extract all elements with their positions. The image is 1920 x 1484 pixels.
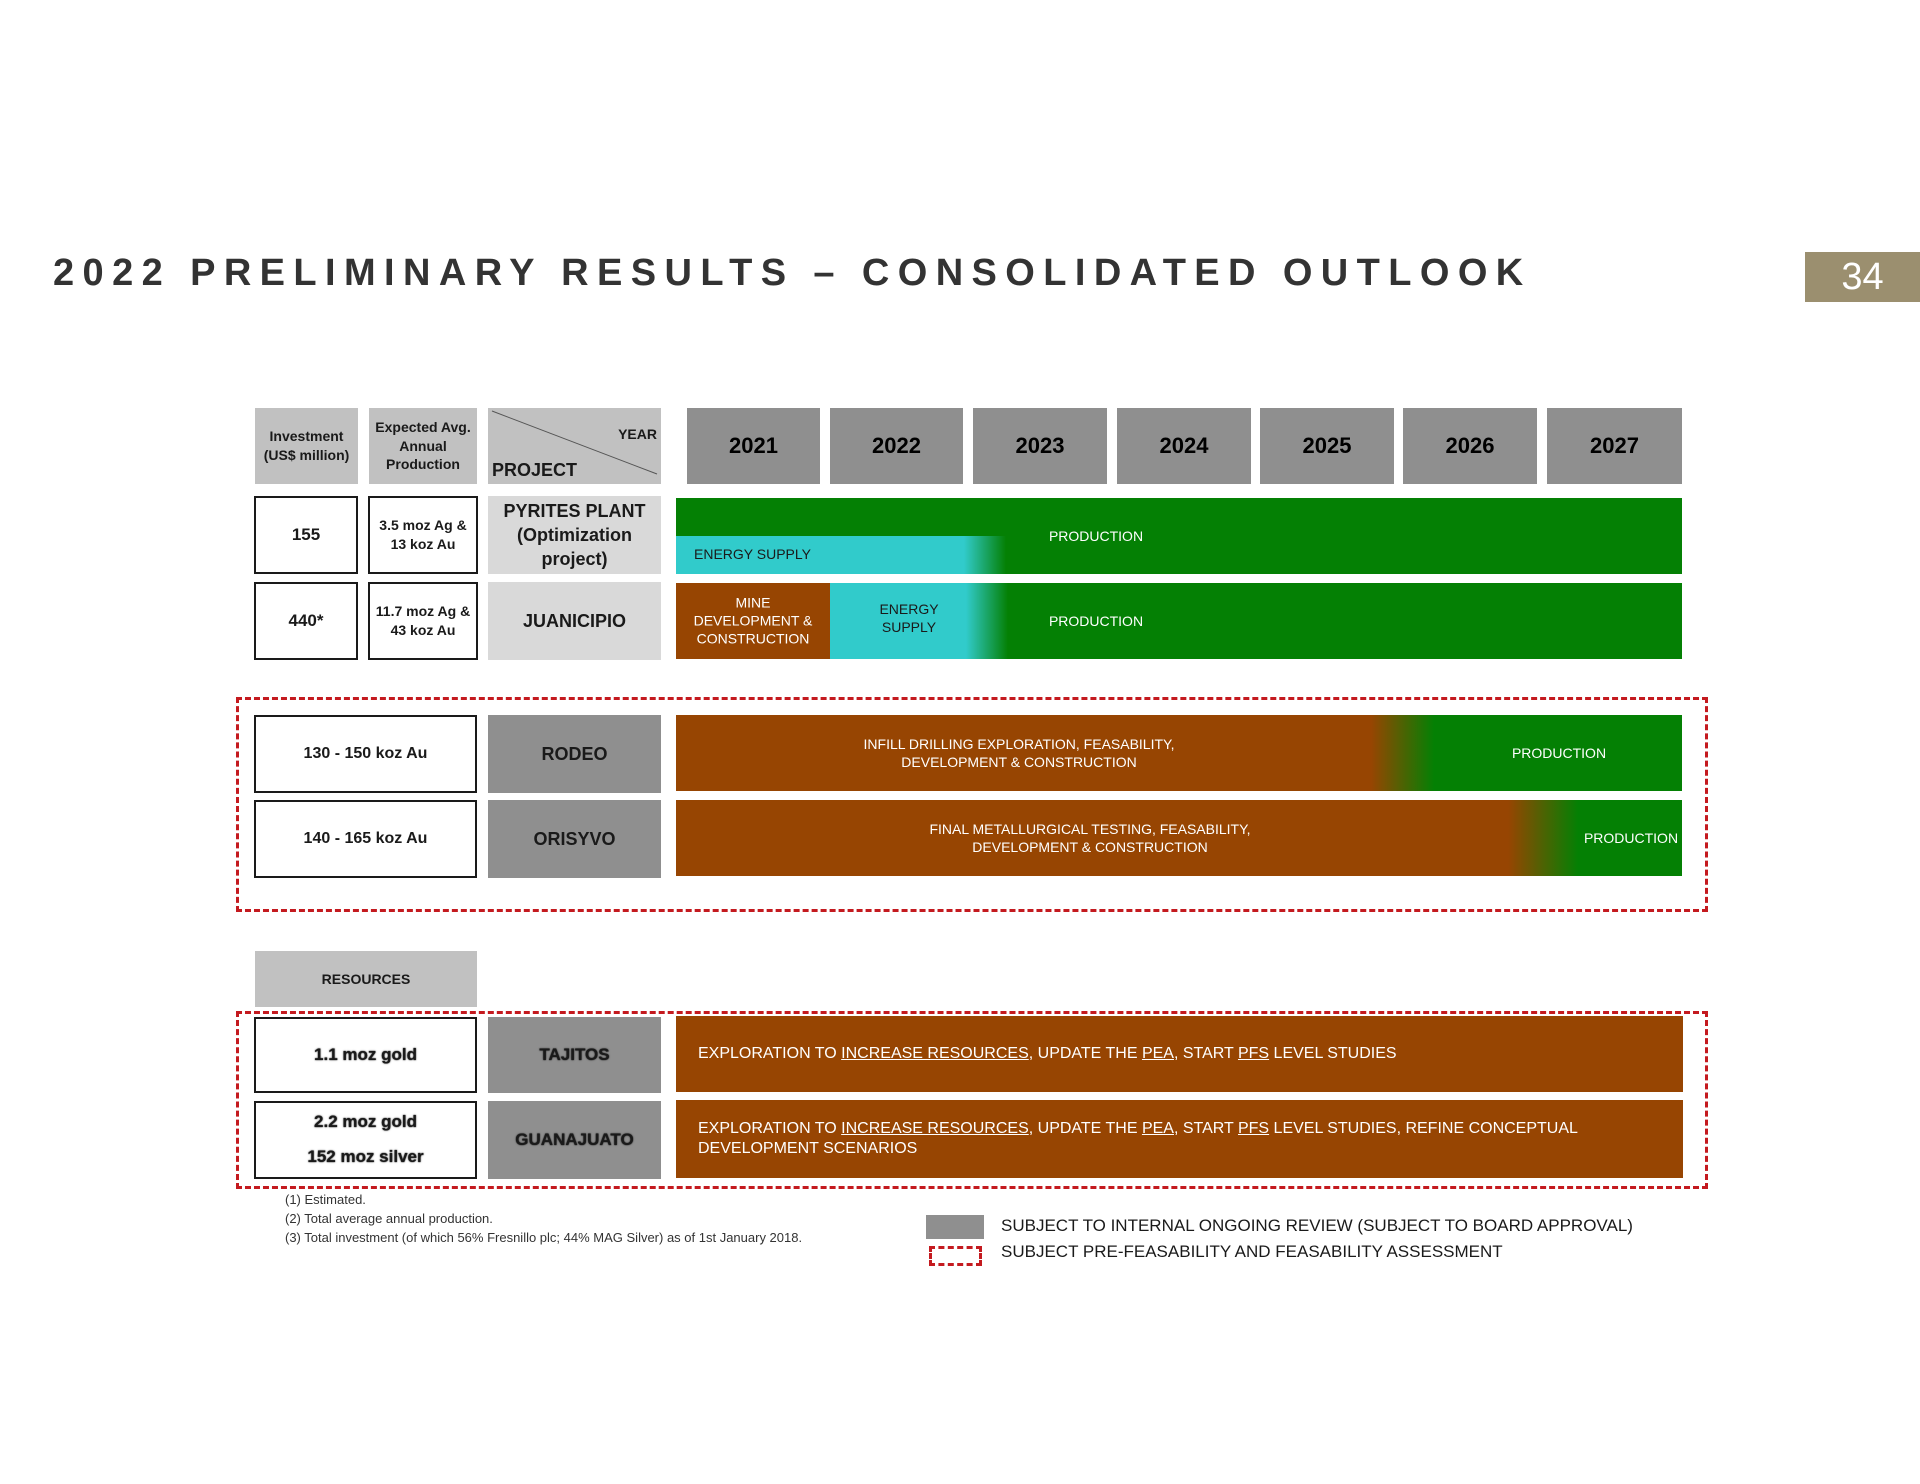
year-2026: 2026 <box>1403 408 1537 484</box>
rodeo-project-name: RODEO <box>488 715 661 793</box>
project-year-header <box>488 408 661 484</box>
juanicipio-timeline <box>676 583 1682 659</box>
orisyvo-development-label: FINAL METALLURGICAL TESTING, FEASABILITY, DEVELOPMENT & CONSTRUCTION <box>929 820 1251 855</box>
rodeo-timeline <box>676 715 1682 791</box>
orisyvo-project-name: ORISYVO <box>488 800 661 878</box>
year-2022: 2022 <box>830 408 963 484</box>
legend-grey-swatch <box>926 1215 984 1239</box>
juanicipio-energy-supply-label: ENERGY SUPPLY <box>879 600 939 635</box>
orisyvo-production: 140 - 165 koz Au <box>254 800 477 878</box>
legend-dashed-swatch <box>929 1246 982 1266</box>
guanajuato-silver: 152 moz silver <box>307 1147 424 1166</box>
rodeo-production-label: PRODUCTION <box>1511 744 1607 761</box>
pyrites-timeline <box>676 498 1682 574</box>
juanicipio-production: 11.7 moz Ag & 43 koz Au <box>368 582 478 660</box>
page-number: 34 <box>1805 252 1920 302</box>
tajitos-project-name: TAJITOS <box>488 1017 661 1093</box>
guanajuato-timeline <box>676 1100 1683 1178</box>
legend-dashed-label: SUBJECT PRE-FEASABILITY AND FEASABILITY ASSESSMENT <box>1001 1242 1503 1261</box>
juanicipio-development-label: MINE DEVELOPMENT & CONSTRUCTION <box>693 594 813 648</box>
pyrites-production-label: PRODUCTION <box>1048 527 1144 544</box>
tajitos-description: EXPLORATION TO INCREASE RESOURCES, UPDATE THE PEA, START PFS LEVEL STUDIES <box>698 1045 1397 1062</box>
pyrites-project-name: PYRITES PLANT (Optimization project) <box>488 496 661 574</box>
pyrites-energy-supply-bar <box>676 536 1006 574</box>
pyrites-energy-supply-label: ENERGY SUPPLY <box>694 546 811 562</box>
year-2027: 2027 <box>1547 408 1682 484</box>
juanicipio-production-label: PRODUCTION <box>1048 612 1144 629</box>
footnote-3: (3) Total investment (of which 56% Fresnillo plc; 44% MAG Silver) as of 1st January 2018. <box>285 1230 803 1245</box>
year-label: YEAR <box>618 426 657 442</box>
pyrites-investment: 155 <box>254 496 358 574</box>
pyrites-production: 3.5 moz Ag & 13 koz Au <box>368 496 478 574</box>
guanajuato-gold: 2.2 moz gold <box>314 1112 417 1132</box>
guanajuato-description: EXPLORATION TO INCREASE RESOURCES, UPDATE THE PEA, START PFS LEVEL STUDIES, REFINE CONCEPTUAL DEVELOPMENT SCENARIOS <box>698 1120 1578 1157</box>
orisyvo-production-label: PRODUCTION <box>1583 829 1679 846</box>
production-header: Expected Avg. Annual Production <box>369 408 477 484</box>
juanicipio-project-name: JUANICIPIO <box>488 582 661 660</box>
year-2024: 2024 <box>1117 408 1251 484</box>
rodeo-production: 130 - 150 koz Au <box>254 715 477 793</box>
page-title: 2022 PRELIMINARY RESULTS – CONSOLIDATED OUTLOOK <box>53 252 1532 294</box>
tajitos-timeline <box>676 1016 1683 1092</box>
guanajuato-resources <box>254 1101 477 1179</box>
year-2021: 2021 <box>687 408 820 484</box>
footnote-1: (1) Estimated. <box>285 1192 366 1207</box>
year-2025: 2025 <box>1260 408 1394 484</box>
rodeo-development-label: INFILL DRILLING EXPLORATION, FEASABILITY, DEVELOPMENT & CONSTRUCTION <box>863 735 1175 770</box>
guanajuato-project-name: GUANAJUATO <box>488 1101 661 1179</box>
footnotes <box>285 1190 802 1247</box>
year-2023: 2023 <box>973 408 1107 484</box>
juanicipio-investment: 440* <box>254 582 358 660</box>
investment-header: Investment (US$ million) <box>255 408 358 484</box>
footnote-2: (2) Total average annual production. <box>285 1211 493 1226</box>
legend-grey-label: SUBJECT TO INTERNAL ONGOING REVIEW (SUBJECT TO BOARD APPROVAL) <box>1001 1216 1633 1235</box>
orisyvo-timeline <box>676 800 1682 876</box>
resources-header: RESOURCES <box>255 951 477 1007</box>
project-label: PROJECT <box>492 460 578 480</box>
tajitos-resources: 1.1 moz gold <box>254 1017 477 1093</box>
